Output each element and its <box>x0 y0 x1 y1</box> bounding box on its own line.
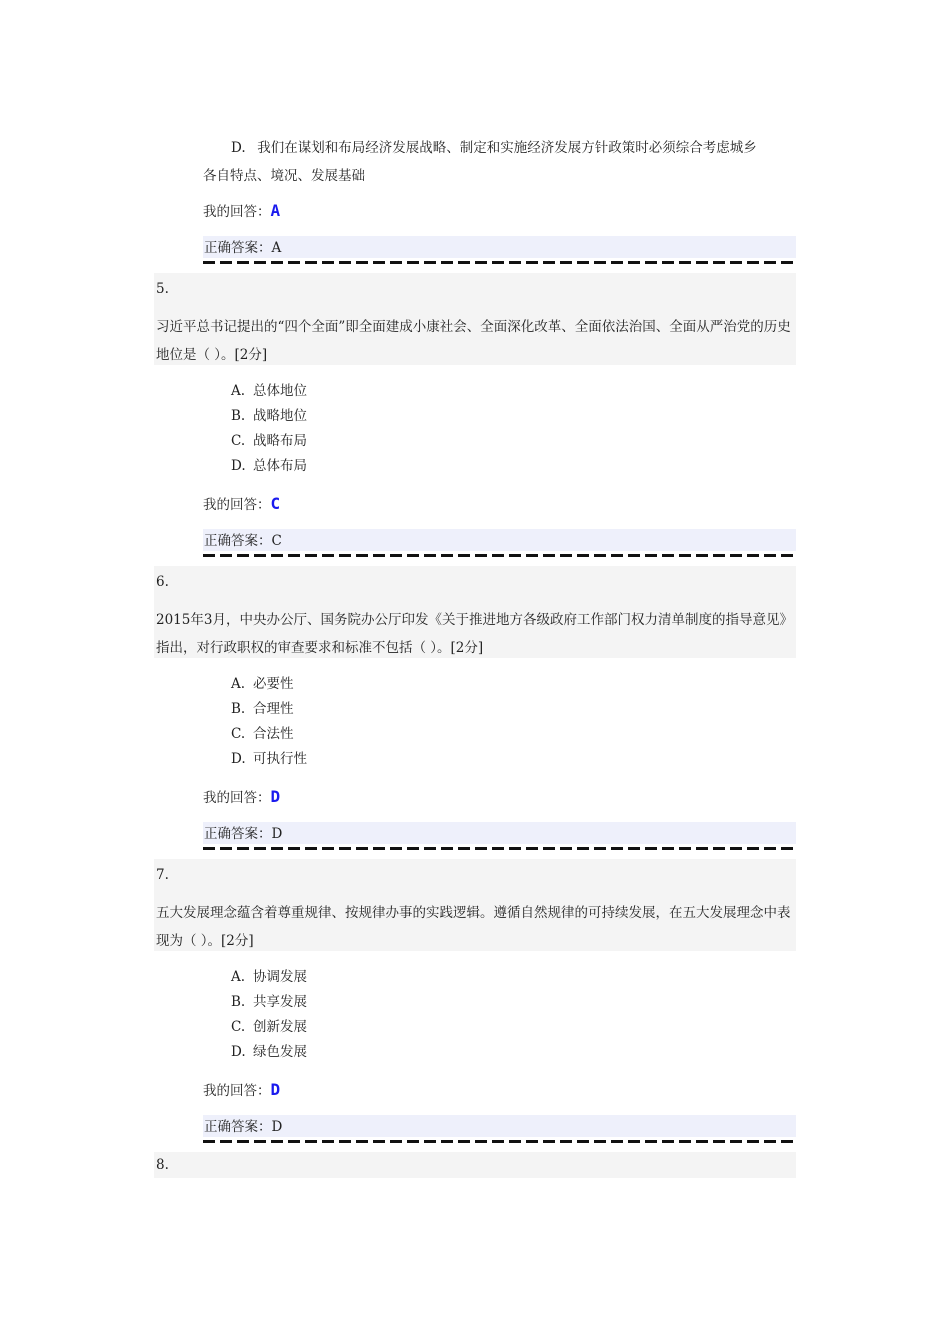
question-box <box>154 1152 796 1178</box>
option-key: A. <box>231 969 246 985</box>
correct-answer-value: D <box>271 826 283 842</box>
option-label: 总体布局 <box>253 458 307 474</box>
option-a[interactable] <box>231 672 294 692</box>
question-number: 7. <box>156 867 169 883</box>
correct-answer-label: 正确答案： <box>204 240 272 256</box>
option-label: 战略地位 <box>253 408 307 424</box>
my-answer-label: 我的回答： <box>203 204 271 220</box>
option-label: 总体地位 <box>253 383 307 399</box>
option-c[interactable] <box>231 429 307 449</box>
my-answer <box>203 1079 280 1099</box>
option-label: 战略布局 <box>253 433 307 449</box>
option-a[interactable] <box>231 379 307 399</box>
option-d[interactable] <box>231 747 307 767</box>
option-label: 共享发展 <box>253 994 307 1010</box>
option-d[interactable] <box>231 136 757 156</box>
option-b[interactable] <box>231 697 294 717</box>
question-box <box>154 859 796 951</box>
question-number: 5. <box>156 281 169 297</box>
option-key: C. <box>231 726 246 742</box>
my-answer-value: C <box>270 494 281 513</box>
option-label: 协调发展 <box>253 969 307 985</box>
option-label: 我们在谋划和布局经济发展战略、制定和实施经济发展方针政策时必须综合考虑城乡 <box>257 140 757 156</box>
option-key: D. <box>231 140 246 156</box>
option-label: 绿色发展 <box>253 1044 307 1060</box>
question-box <box>154 566 796 658</box>
correct-answer-value: C <box>271 533 282 549</box>
option-label: 必要性 <box>253 676 294 692</box>
option-c[interactable] <box>231 722 294 742</box>
correct-answer-label: 正确答案： <box>204 533 272 549</box>
option-label: 合理性 <box>253 701 294 717</box>
separator-dashed <box>203 847 796 850</box>
separator-dashed <box>203 261 796 264</box>
option-d[interactable] <box>231 1040 307 1060</box>
option-d[interactable] <box>231 454 307 474</box>
option-key: B. <box>231 701 246 717</box>
my-answer-value: D <box>270 1080 281 1099</box>
my-answer-label: 我的回答： <box>203 497 271 513</box>
question-number: 8. <box>156 1157 169 1173</box>
my-answer-label: 我的回答： <box>203 790 271 806</box>
option-key: D. <box>231 1044 246 1060</box>
option-key: A. <box>231 676 246 692</box>
option-label: 可执行性 <box>253 751 307 767</box>
correct-answer-row <box>203 529 796 551</box>
correct-answer-label: 正确答案： <box>204 826 272 842</box>
my-answer-value: A <box>270 201 281 220</box>
correct-answer-row <box>203 236 796 258</box>
separator-dashed <box>203 554 796 557</box>
question-text: 2015年3月，中央办公厅、国务院办公厅印发《关于推进地方各级政府工作部门权力清单制度的指导意见》指出，对行政职权的审查要求和标准不包括（ ）。[2分] <box>156 612 787 656</box>
option-key: D. <box>231 458 246 474</box>
option-key: A. <box>231 383 246 399</box>
question-number: 6. <box>156 574 169 590</box>
my-answer-value: D <box>270 787 281 806</box>
option-key: C. <box>231 433 246 449</box>
option-b[interactable] <box>231 404 307 424</box>
my-answer-label: 我的回答： <box>203 1083 271 1099</box>
correct-answer-value: A <box>271 240 282 256</box>
option-key: C. <box>231 1019 246 1035</box>
correct-answer-row <box>203 822 796 844</box>
option-key: D. <box>231 751 246 767</box>
option-label-continued: 各自特点、境况、发展基础 <box>203 168 365 184</box>
my-answer <box>203 493 280 513</box>
correct-answer-value: D <box>271 1119 283 1135</box>
my-answer <box>203 200 280 220</box>
my-answer <box>203 786 280 806</box>
option-b[interactable] <box>231 990 307 1010</box>
option-key: B. <box>231 408 246 424</box>
question-box <box>154 273 796 365</box>
option-key: B. <box>231 994 246 1010</box>
option-label: 创新发展 <box>253 1019 307 1035</box>
correct-answer-row <box>203 1115 796 1137</box>
option-label: 合法性 <box>253 726 294 742</box>
option-a[interactable] <box>231 965 307 985</box>
separator-dashed <box>203 1140 796 1143</box>
question-text: 五大发展理念蕴含着尊重规律、按规律办事的实践逻辑。遵循自然规律的可持续发展，在五大发展理念中表现为（ ）。[2分] <box>156 905 791 949</box>
option-c[interactable] <box>231 1015 307 1035</box>
correct-answer-label: 正确答案： <box>204 1119 272 1135</box>
question-text: 习近平总书记提出的“四个全面”即全面建成小康社会、全面深化改革、全面依法治国、全面从严治党的历史地位是（ ）。[2分] <box>156 319 791 363</box>
